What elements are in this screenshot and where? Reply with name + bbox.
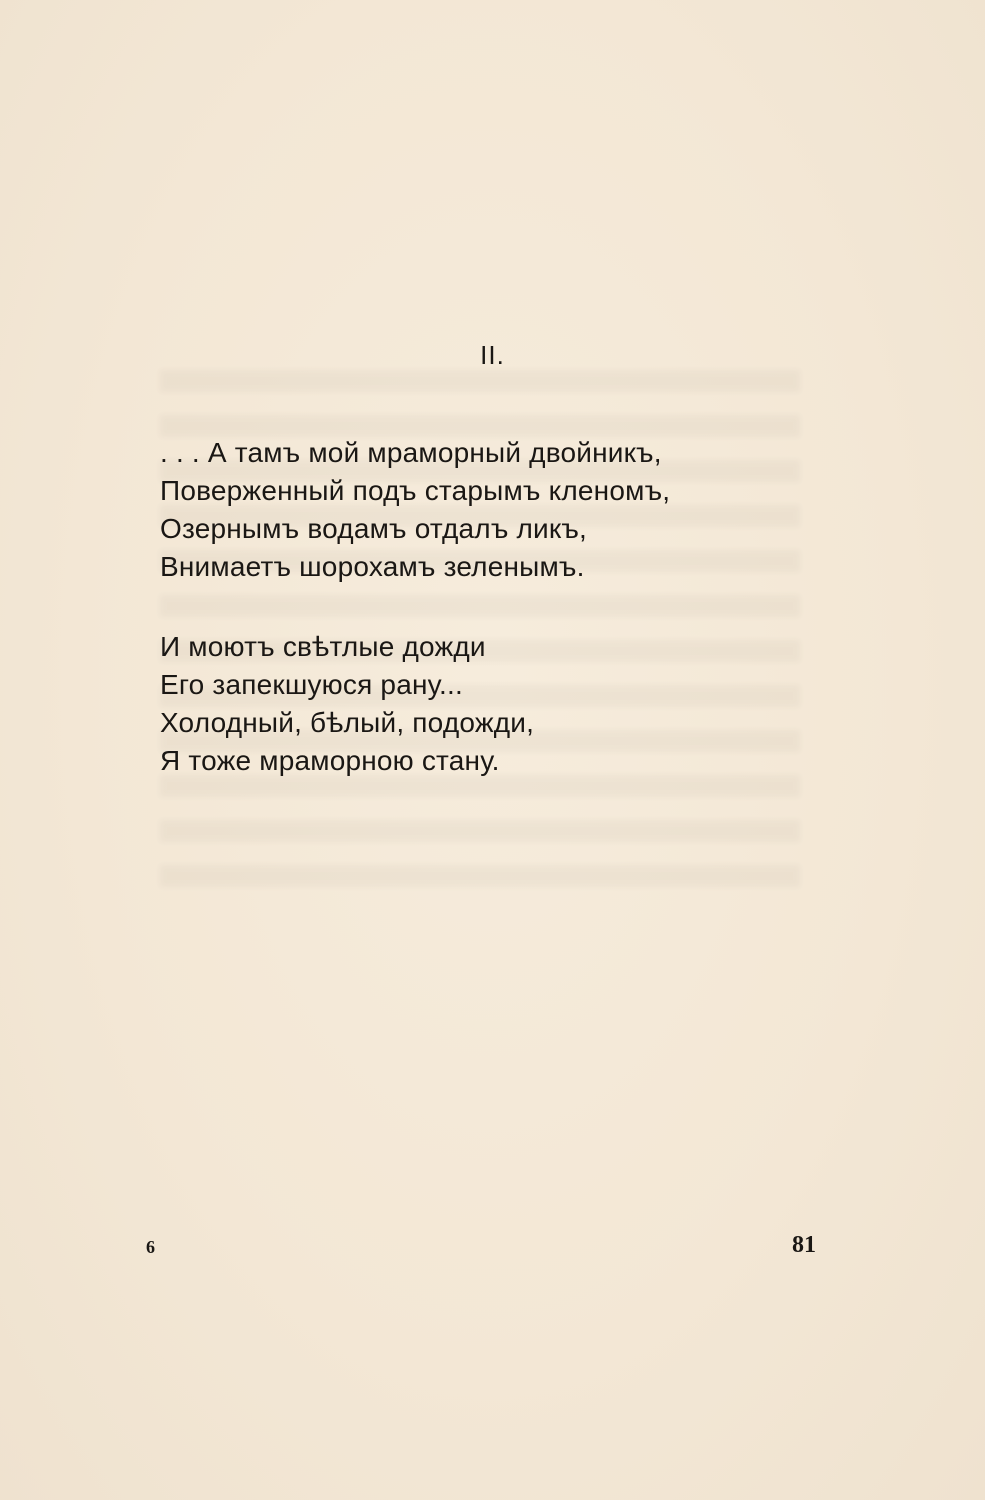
verse-line: Внимаетъ шорохамъ зеленымъ.: [160, 551, 585, 582]
verse-line: Поверженный подъ старымъ кленомъ,: [160, 475, 671, 506]
verse-line: Я тоже мраморною стану.: [160, 745, 500, 776]
verse-line: Его запекшуюся рану...: [160, 669, 463, 700]
stanza-2: [160, 628, 534, 780]
verse-line: Холодный, бѣлый, подожди,: [160, 707, 535, 738]
verse-line: И моютъ свѣтлые дожди: [160, 631, 486, 662]
stanza-1: [160, 434, 670, 586]
section-number: II.: [480, 340, 505, 370]
signature-mark: 6: [146, 1237, 155, 1257]
page-number: 81: [792, 1232, 816, 1258]
verse-line: Озернымъ водамъ отдалъ ликъ,: [160, 513, 588, 544]
verse-line: . . . А тамъ мой мраморный двойникъ,: [160, 437, 662, 468]
